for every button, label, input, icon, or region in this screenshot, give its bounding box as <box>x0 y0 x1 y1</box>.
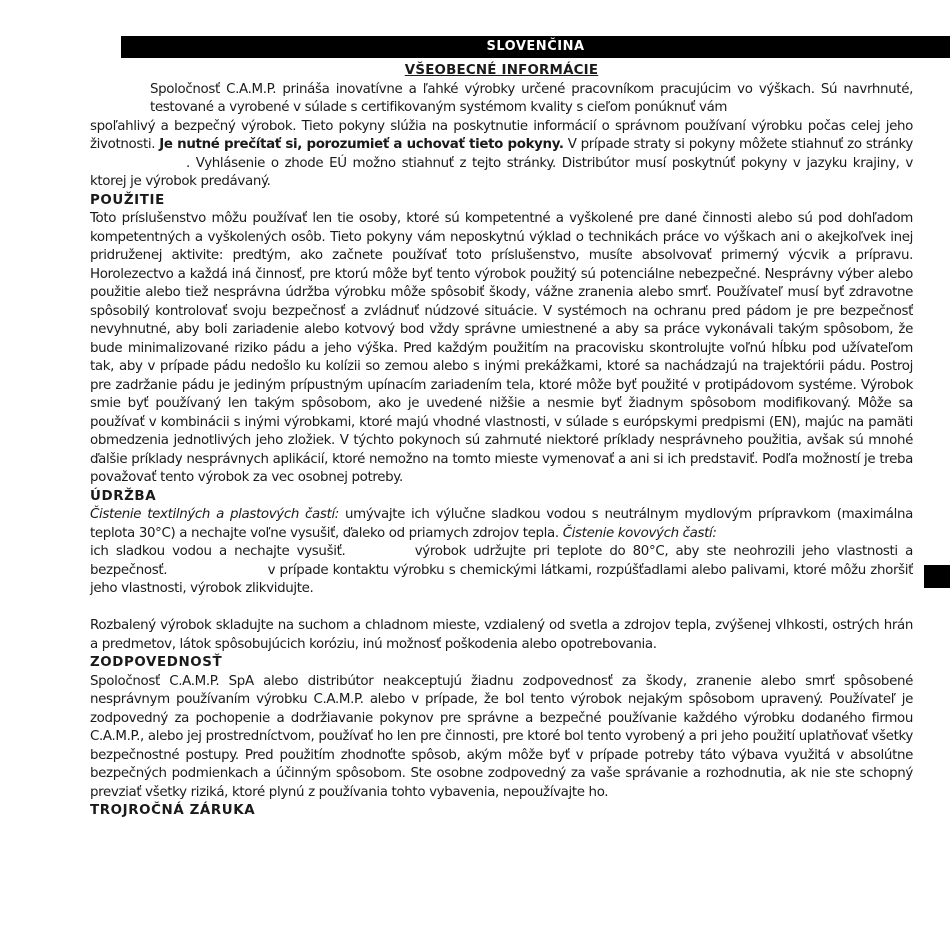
storage-paragraph: Rozbalený výrobok skladujte na suchom a chladnom mieste, vzdialený od svetla a zdrojov tepla, zvýšenej vlhkosti, ostrých hrán a predmetov, látok spôsobujúcich koróziu, inú možnosť poškodenia alebo opotrebovania. <box>90 618 913 652</box>
usage-paragraph: Toto príslušenstvo môžu používať len tie osoby, ktoré sú kompetentné a vyškolené pre dané činnosti alebo sú pod dohľadom kompetentných a vyškolených osôb. Tieto pokyny vám neposkytnú výklad o technikách práce vo výškach ani o akejkoľvek inej pridruženej aktivite: predtým, ako začnete používať toto príslušenstvo, musíte absolvovať primerný výcvik a prípravu. Horolezectvo a každá iná činnosť, pre ktorú môže byť tento výrobok použitý sú potenciálne nebezpečné. Nesprávny výber alebo použitie alebo tiež nesprávna údržba výrobku môže spôsobiť škody, vážne zranenia alebo smrť. Používateľ musí byť zdravotne spôsobilý kontrolovať svoju bezpečnosť a zvládnuť núdzové situácie. V systémoch na ochranu pred pádom je pre bezpečnosť nevyhnutné, aby boli zariadenie alebo kotvový bod vždy správne umiestnené a aby sa práce vykonávali takým spôsobom, že bude minimalizované riziko pádu a jeho výška. Pred každým použitím na pracovisku skontrolujte voľnú hĺbku pod užívateľom tak, aby v prípade pádu nedošlo ku kolízii so zemou alebo s inými prekážkami, ktoré sa nachádzajú na trajektórii pádu. Postroj pre zadržanie pádu je jediným prípustným upínacím zariadením tela, ktoré môže byť použité v protipádovom systéme. Výrobok smie byť používaný len takým spôsobom, ako je uvedené nižšie a nesmie byť žiadnym spôsobom modifikovaný. Môže sa používať v kombinácii s inými výrobkami, ktoré majú vhodné vlastnosti, v súlade s európskymi predpismi (EN), majúc na pamäti obmedzenia jednotlivých jeho zložiek. V týchto pokynoch sú zahrnuté niektoré príklady nesprávneho použitia, avšak sú mnohé ďalšie príklady nesprávnych aplikácií, ktoré nemožno na tomto mieste vymenovať a ani si ich predstaviť. Podľa možností je treba považovať tento výrobok za vec osobnej potreby. <box>90 211 913 485</box>
liability-paragraph: Spoločnosť C.A.M.P. SpA alebo distribútor neakceptujú žiadnu zodpovednosť za škody, zranenie alebo smrť spôsobené nesprávnym používaním výrobku C.A.M.P. alebo v prípade, že bol tento výrobok nejakým spôsobom upravený. Používateľ je zodpovedný za pochopenie a dodržiavanie pokynov pre správne a bezpečné používanie každého výrobku dodaného firmou C.A.M.P., alebo jej prostredníctvom, používať ho len pre činnosti, pre ktoré bol tento vyrobený a pri jeho použití uplatňovať všetky bezpečnostné postupy. Pred použitím zhodnoťte spôsob, akým môže byť v prípade potreby táto výbava využitá v absolútne bezpečných podmienkach a účinným spôsobom. Ste osobne zodpovedný za vaše správanie a rozhodnutia, ak nie ste schopný prevziať všetky riziká, ktoré plynú z používania tohto vybavenia, nepoužívajte ho. <box>90 673 913 800</box>
general-text-a: spoľahlivý a bezpečný výrobok. Tieto pokyny slúžia na poskytnutie informácií o správnom používaní výrobku počas celej jeho životnosti. <box>90 118 913 152</box>
general-text-c: . Vyhlásenie o zhode EÚ možno stiahnuť z tejto stránky. Distribútor musí poskytnúť pokyny v jazyku krajiny, v ktorej je výrobok predávaný. <box>90 155 913 189</box>
chemical-contact-text: v prípade kontaktu výrobku s chemickými látkami, rozpúšťadlami alebo palivami, ktoré môžu zhoršiť jeho vlastnosti, výrobok zlikvidujte. <box>90 562 913 596</box>
maintenance-paragraph <box>90 506 913 599</box>
textile-cleaning-text: umývajte ich výlučne sladkou vodou s neutrálnym mydlovým prípravkom (maximálna teplota 30°C) a nechajte voľne vysušiť, ďaleko od priamych zdrojov tepla. <box>90 507 914 541</box>
language-label: SLOVENČINA <box>486 39 585 54</box>
read-instructions-notice: Je nutné prečítať si, porozumieť a uchovať tieto pokyny. <box>159 137 564 152</box>
usage-heading: POUŽITIE <box>90 192 165 208</box>
side-language-tab <box>924 565 950 588</box>
liability-heading: ZODPOVEDNOSŤ <box>90 655 223 670</box>
general-info-paragraph <box>90 118 913 192</box>
general-intro-paragraph: Spoločnosť C.A.M.P. prináša inovatívne a ľahké výrobky určené pracovníkom pracujúcim vo výškach. Sú navrhnuté, testované a vyrobené v súlade s certifikovaným systémom kvality s cieľom ponúknuť vám <box>150 81 913 115</box>
document-body <box>90 62 913 821</box>
language-header-bar <box>121 36 950 58</box>
metal-cleaning-text: ich sladkou vodou a nechajte vysušiť. <box>90 544 346 559</box>
textile-cleaning-label: Čistenie textilných a plastových častí: <box>90 507 339 522</box>
metal-cleaning-label: Čistenie kovových častí: <box>562 525 717 541</box>
warranty-heading: TROJROČNÁ ZÁRUKA <box>90 803 256 818</box>
general-info-title: VŠEOBECNÉ INFORMÁCIE <box>404 63 599 78</box>
maintenance-heading: ÚDRŽBA <box>90 488 157 504</box>
temperature-text: výrobok udržujte pri teplote do 80°C, aby ste neohrozili jeho vlastnosti a bezpečnosť. <box>90 544 913 578</box>
spacer <box>90 599 913 618</box>
general-text-b: V prípade straty si pokyny môžete stiahnuť zo stránky <box>563 137 913 152</box>
